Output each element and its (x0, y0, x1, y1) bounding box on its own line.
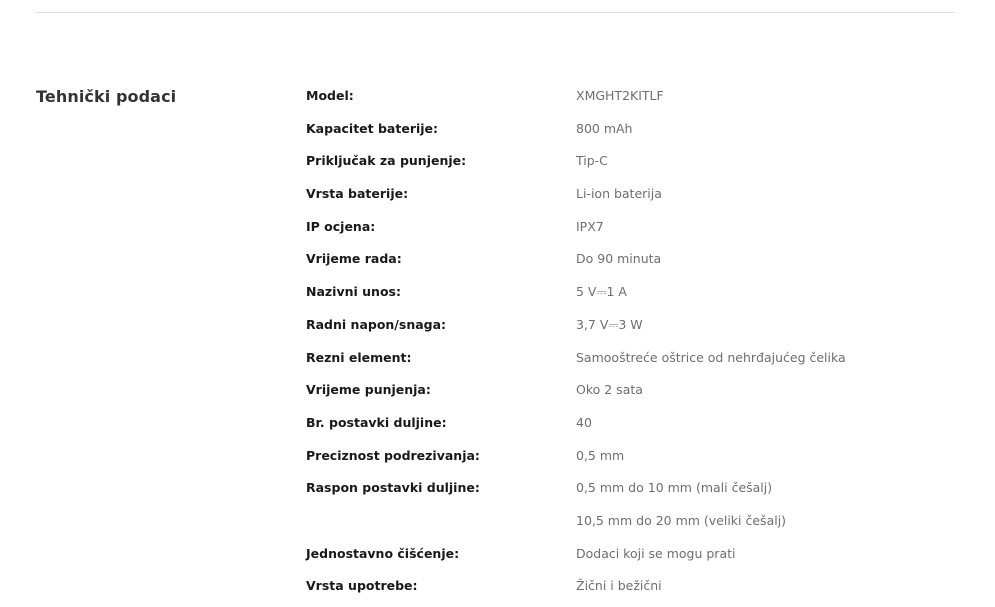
spec-row-usage-type (306, 574, 946, 607)
spec-value: Tip-C (576, 153, 608, 169)
spec-label: Nazivni unos: (306, 284, 401, 300)
spec-row-length-range (306, 476, 946, 509)
spec-row-length-range-continued (306, 509, 946, 542)
spec-row-trim-precision (306, 444, 946, 477)
spec-row-charging-port (306, 149, 946, 182)
spec-label: Vrsta baterije: (306, 186, 409, 202)
spec-label: Vrijeme punjenja: (306, 382, 431, 398)
spec-row-model (306, 84, 946, 117)
spec-value: 10,5 mm do 20 mm (veliki češalj) (576, 512, 787, 528)
spec-row-voltage-power (306, 313, 946, 346)
spec-label: Raspon postavki duljine: (306, 480, 480, 496)
spec-value: IPX7 (576, 218, 604, 234)
spec-value: 5 V⎓1 A (576, 284, 627, 300)
spec-value: Li-ion baterija (576, 186, 662, 202)
spec-label: Radni napon/snaga: (306, 316, 447, 332)
spec-value: Dodaci koji se mogu prati (576, 545, 736, 561)
spec-label: Jednostavno čišćenje: (306, 545, 460, 561)
spec-value: Do 90 minuta (576, 251, 662, 267)
spec-row-length-settings (306, 411, 946, 444)
top-divider (35, 12, 955, 13)
spec-row-ip-rating (306, 215, 946, 248)
spec-value: 40 (576, 414, 592, 430)
spec-row-battery-type (306, 182, 946, 215)
spec-value: Oko 2 sata (576, 382, 643, 398)
spec-row-run-time (306, 247, 946, 280)
spec-row-easy-cleaning (306, 542, 946, 575)
spec-label: Vrijeme rada: (306, 251, 402, 267)
spec-value: 800 mAh (576, 120, 633, 136)
spec-value: 3,7 V⎓3 W (576, 316, 643, 332)
spec-value: Samooštreće oštrice od nehrđajućeg čelika (576, 349, 846, 365)
spec-row-rated-input (306, 280, 946, 313)
spec-value: 0,5 mm (576, 447, 625, 463)
spec-label: Priključak za punjenje: (306, 153, 467, 169)
spec-row-charging-time (306, 378, 946, 411)
spec-row-battery-capacity (306, 117, 946, 150)
spec-label: Vrsta upotrebe: (306, 578, 418, 594)
spec-table (306, 84, 946, 607)
spec-value: XMGHT2KITLF (576, 88, 664, 103)
spec-label: IP ocjena: (306, 218, 376, 234)
section-title: Tehnički podaci (36, 87, 177, 106)
spec-row-cutting-element (306, 346, 946, 379)
spec-label: Preciznost podrezivanja: (306, 447, 480, 463)
spec-value: 0,5 mm do 10 mm (mali češalj) (576, 480, 773, 496)
spec-label: Rezni element: (306, 349, 412, 365)
spec-label: Kapacitet baterije: (306, 120, 439, 136)
spec-label: Model: (306, 88, 354, 103)
spec-value: Žični i bežični (576, 578, 662, 594)
spec-label: Br. postavki duljine: (306, 414, 447, 430)
